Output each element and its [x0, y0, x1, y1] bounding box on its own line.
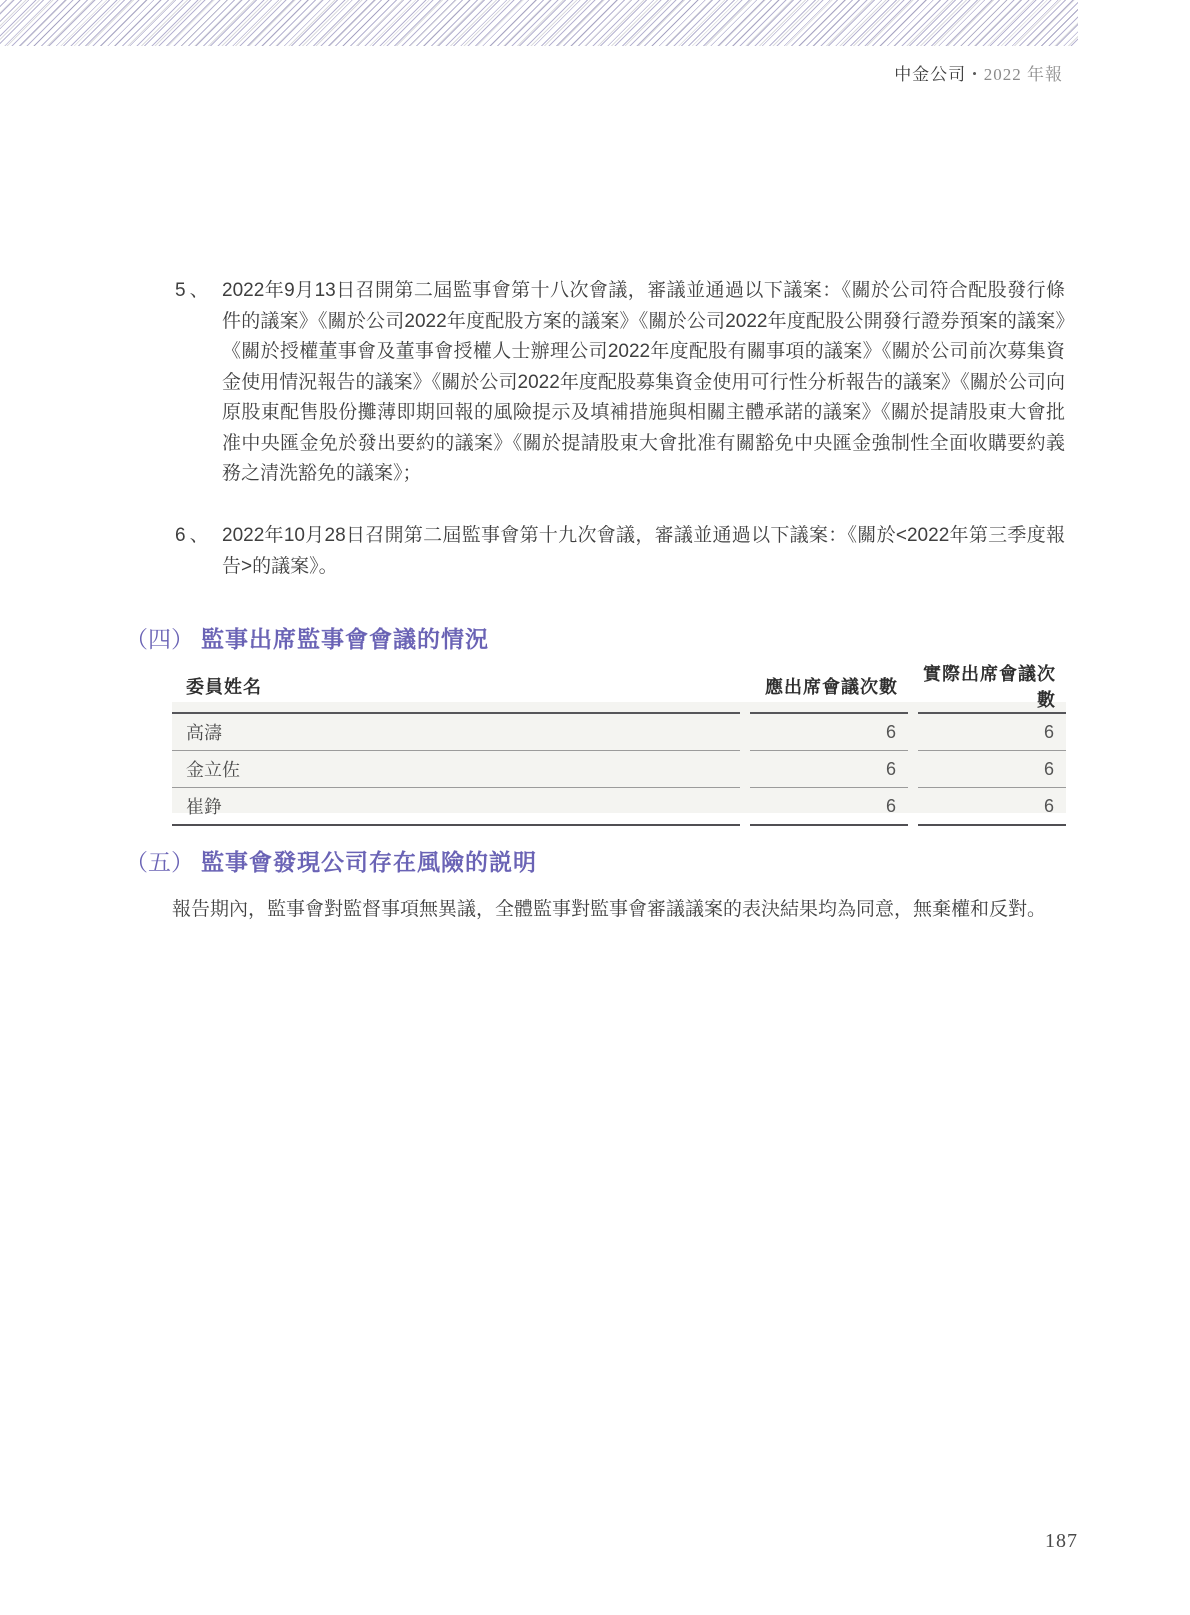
section-5-body: 報告期內，監事會對監督事項無異議，全體監事對監事會審議議案的表決結果均為同意，無棄權和反對。 — [172, 899, 1047, 920]
table-row — [172, 751, 1066, 788]
section-5-label: （五） — [125, 849, 194, 875]
column-header-name: 委員姓名 — [172, 660, 740, 714]
company-name: 中金公司 — [894, 65, 967, 84]
page-number: 187 — [1045, 1530, 1078, 1552]
table-header-row — [172, 660, 1066, 714]
actual-attendance: 6 — [918, 788, 1066, 826]
header-bullet-icon: • — [972, 66, 978, 81]
list-item-6 — [170, 521, 1065, 582]
required-attendance: 6 — [750, 751, 908, 788]
actual-attendance: 6 — [918, 751, 1066, 788]
column-header-actual: 實際出席會議次數 — [918, 660, 1066, 714]
section-4-label: （四） — [125, 626, 194, 652]
decorative-hatch-band — [0, 0, 1078, 46]
running-head — [894, 60, 1063, 85]
member-name: 崔錚 — [172, 788, 740, 826]
member-name: 金立佐 — [172, 751, 740, 788]
member-name: 高濤 — [172, 714, 740, 751]
list-item-5 — [170, 276, 1065, 490]
list-item-6-number: 6、 — [175, 525, 213, 546]
list-item-5-number: 5、 — [175, 280, 213, 301]
column-header-required: 應出席會議次數 — [750, 660, 908, 714]
table-row — [172, 788, 1066, 826]
required-attendance: 6 — [750, 788, 908, 826]
required-attendance: 6 — [750, 714, 908, 751]
attendance-table — [172, 660, 1066, 817]
section-4-heading — [125, 625, 489, 653]
section-5-title: 監事會發現公司存在風險的説明 — [201, 849, 537, 875]
section-4-title: 監事出席監事會會議的情況 — [201, 626, 489, 652]
actual-attendance: 6 — [918, 714, 1066, 751]
section-5-heading — [125, 848, 537, 876]
list-item-6-text: 2022年10月28日召開第二屆監事會第十九次會議，審議並通過以下議案：《關於<2022年第三季度報告>的議案》。 — [222, 525, 1065, 577]
table-row — [172, 714, 1066, 751]
report-edition: 2022 年報 — [983, 65, 1063, 84]
list-item-5-text: 2022年9月13日召開第二屆監事會第十八次會議，審議並通過以下議案：《關於公司符合配股發行條件的議案》《關於公司2022年度配股方案的議案》《關於公司2022年度配股公開發行證券預案的議案》《關於授權董事會及董事會授權人士辦理公司2022年度配股有關事項的議案》《關於公司前次募集資金使用情況報告的議案》《關於公司2022年度配股募集資金使用可行性分析報告的議案》《關於公司向原股東配售股份攤薄即期回報的風險提示及填補措施與相關主體承諾的議案》《關於提請股東大會批准中央匯金免於發出要約的議案》《關於提請股東大會批准有關豁免中央匯金強制性全面收購要約義務之清洗豁免的議案》； — [222, 280, 1065, 484]
